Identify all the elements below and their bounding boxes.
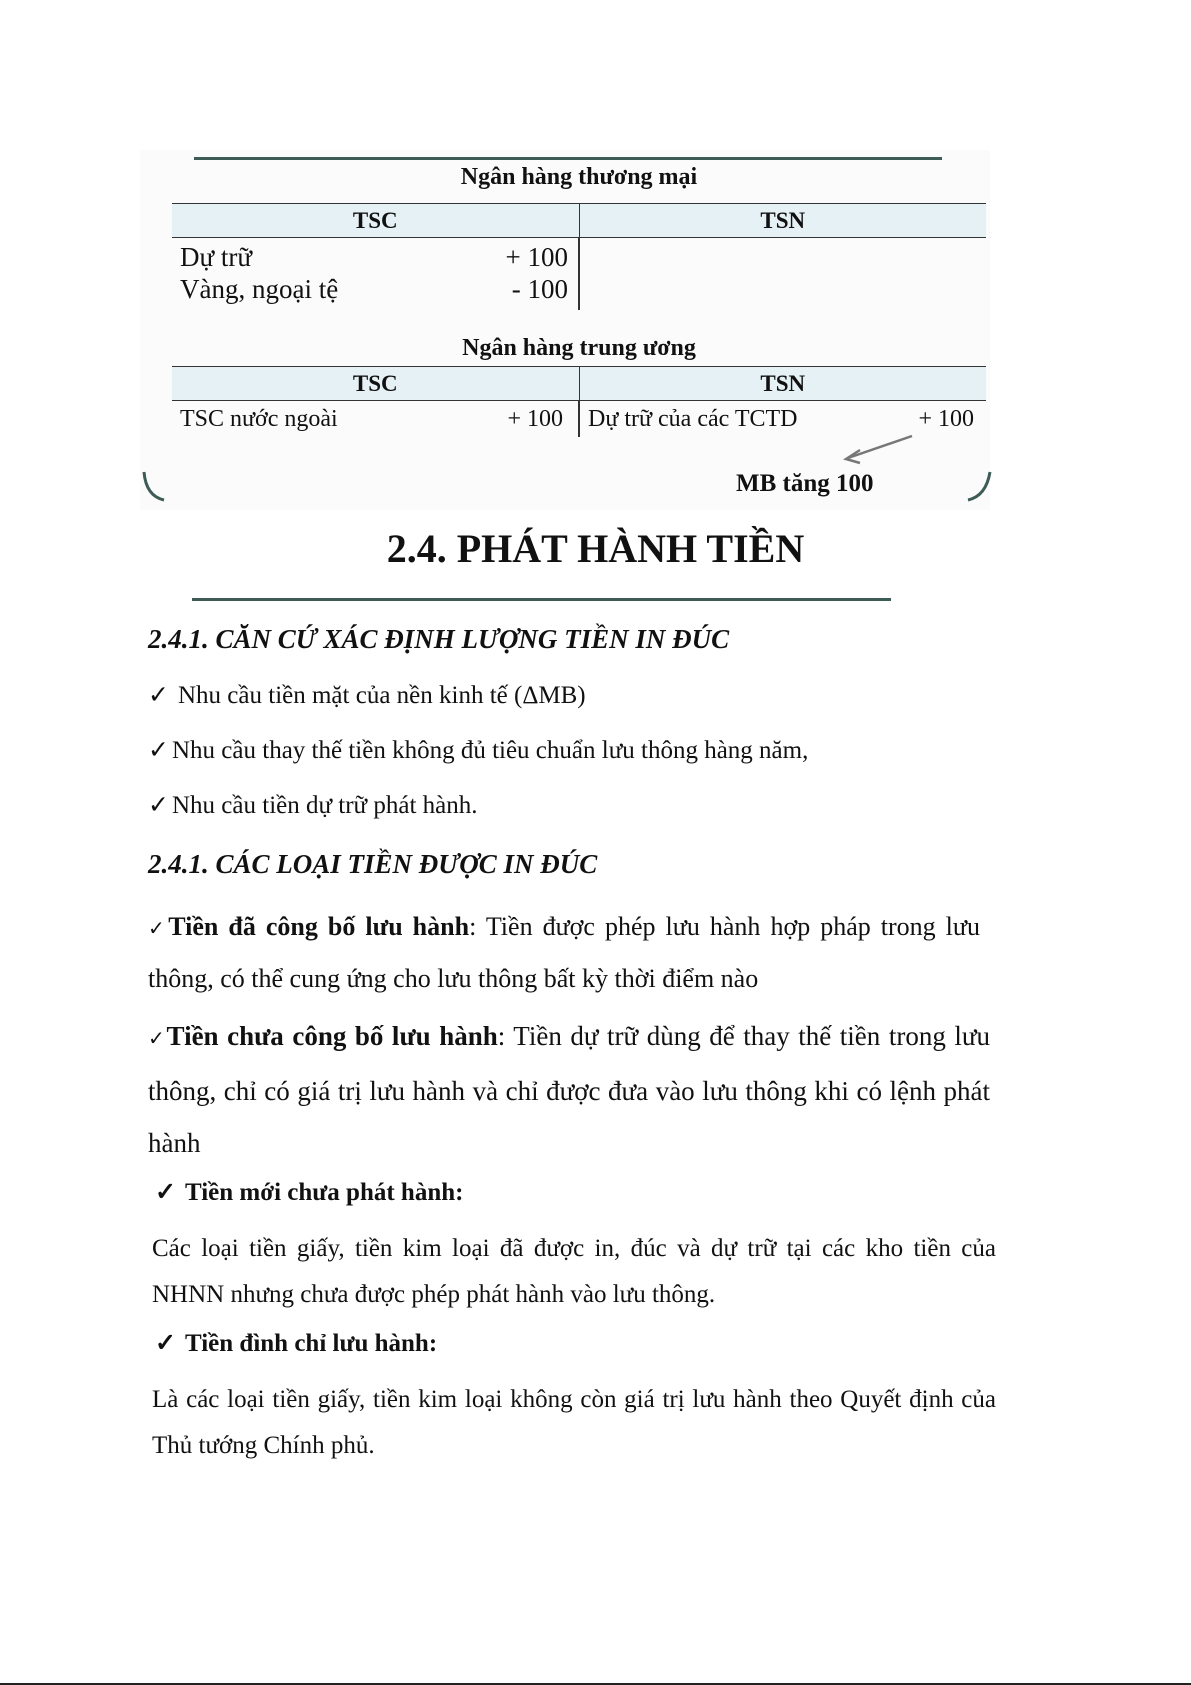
row-label-tsc-nuoc-ngoai: TSC nước ngoài — [180, 406, 338, 432]
check-icon: ✓ — [148, 918, 169, 940]
row-label-vang-ngoai-te: Vàng, ngoại tệ — [180, 274, 339, 304]
row-label-du-tru: Dự trữ — [180, 242, 253, 272]
col-header-tsn: TSN — [579, 204, 987, 237]
subheading-tien-dinh-chi: ✓ Tiền đình chỉ lưu hành: — [155, 1330, 438, 1357]
section-heading-cac-loai: 2.4.1. CÁC LOẠI TIỀN ĐƯỢC IN ĐÚC — [148, 849, 598, 879]
top-divider — [194, 157, 942, 160]
row-label-du-tru-tctd: Dự trữ của các TCTD — [588, 406, 798, 432]
table-divider — [578, 238, 580, 310]
table-header-central-bank — [172, 366, 986, 401]
paragraph-tien-da-cong-bo: ✓Tiền đã công bố lưu hành: Tiền được phép lưu hành hợp pháp trong lưu thông, có thể cung ứng cho lưu thông bất kỳ thời điểm nào — [148, 912, 980, 993]
list-item: ✓ Nhu cầu thay thế tiền không đủ tiêu chuẩn lưu thông hàng năm, — [148, 737, 809, 764]
table-divider — [578, 401, 580, 437]
section-heading-can-cu: 2.4.1. CĂN CỨ XÁC ĐỊNH LƯỢNG TIỀN IN ĐÚC — [148, 624, 730, 654]
check-icon: ✓ — [148, 1028, 167, 1050]
row-value-vang-ngoai-te: - 100 — [511, 274, 568, 304]
row-value-tsc-nuoc-ngoai: + 100 — [507, 406, 563, 432]
check-icon: ✓ — [148, 737, 169, 764]
table-title-central-bank: Ngân hàng trung ương — [462, 335, 696, 361]
subheading-tien-moi: ✓ Tiền mới chưa phát hành: — [155, 1179, 464, 1206]
row-value-du-tru: + 100 — [505, 242, 568, 272]
check-icon: ✓ — [155, 1330, 176, 1357]
col-header-tsn: TSN — [579, 367, 987, 400]
corner-curve-right — [964, 470, 992, 504]
annotation-mb-increase: MB tăng 100 — [736, 470, 874, 497]
term-tien-chua-cong-bo: Tiền chưa công bố lưu hành — [166, 1021, 498, 1051]
row-value-du-tru-tctd: + 100 — [918, 406, 974, 432]
paragraph-tien-moi: Các loại tiền giấy, tiền kim loại đã được in, đúc và dự trữ tại các kho tiền của NHNN nhưng chưa được phép phát hành vào lưu thông. — [152, 1235, 996, 1308]
paragraph-tien-dinh-chi: Là các loại tiền giấy, tiền kim loại không còn giá trị lưu hành theo Quyết định của Thủ tướng Chính phủ. — [152, 1386, 996, 1459]
col-header-tsc: TSC — [352, 208, 398, 233]
check-icon: ✓ — [148, 792, 169, 819]
title-underline — [192, 598, 891, 601]
list-item: ✓ Nhu cầu tiền mặt của nền kinh tế (ΔMB) — [148, 682, 586, 709]
check-icon: ✓ — [155, 1179, 176, 1206]
paragraph-tien-chua-cong-bo: ✓Tiền chưa công bố lưu hành: Tiền dự trữ dùng để thay thế tiền trong lưu thông, chỉ có giá trị lưu hành và chỉ được đưa vào lưu thông khi có lệnh phát hành — [148, 1021, 990, 1158]
table-header-commercial-bank — [172, 203, 986, 238]
term-tien-da-cong-bo: Tiền đã công bố lưu hành — [168, 912, 470, 941]
list-item: ✓ Nhu cầu tiền dự trữ phát hành. — [148, 792, 478, 819]
table-title-commercial-bank: Ngân hàng thương mại — [460, 164, 698, 190]
check-icon: ✓ — [148, 682, 169, 709]
page-title: 2.4. PHÁT HÀNH TIỀN — [386, 526, 805, 571]
arrow-icon — [840, 432, 916, 466]
col-header-tsc: TSC — [352, 371, 398, 396]
corner-curve-left — [142, 470, 168, 504]
